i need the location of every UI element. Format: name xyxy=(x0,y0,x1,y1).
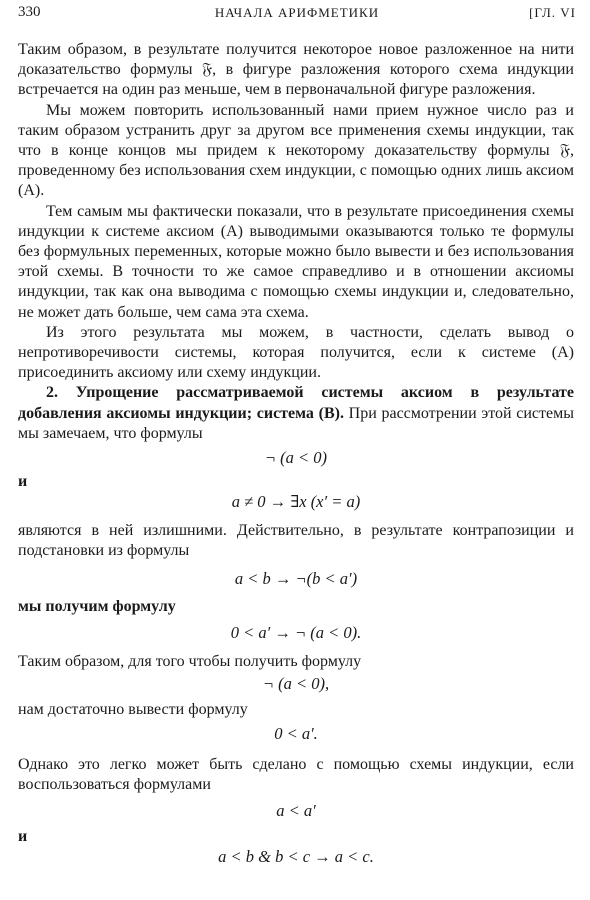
paragraph: нам достаточно вывести формулу xyxy=(18,701,248,719)
conjunction: и xyxy=(18,828,28,846)
formula: ¬ (a < 0) xyxy=(264,448,328,468)
paragraph: Таким образом, для того чтобы получить формулу xyxy=(18,652,362,670)
paragraph: Тем самым мы фактически показали, что в результате присоединения схемы индукции к системе аксиом (А) выводимыми оказываются только те формулы без формульных переменных, которые можно было вывести и без использования этой схемы. В точности то же самое справедливо и в отношении аксиомы индукции, так как она выводима с помощью схемы индукции и, следовательно, не может дать больше, чем сама эта схема. xyxy=(18,202,574,321)
paragraph: Мы можем повторить использованный нами прием нужное число раз и таким образом устранить друг за другом все применения схемы индукции, так что в конце концов мы придем к некоторому доказательству формулы 𝔉, проведенному без использования схем индукции, с помощью одних лишь аксиом (А). xyxy=(18,101,574,200)
formula: a ≠ 0 → ∃x (x′ = a) xyxy=(231,492,361,512)
paragraph: являются в ней излишними. Действительно, в результате контрапозиции и подстановки из формулы xyxy=(18,521,574,559)
chapter-label: [ГЛ. VI xyxy=(529,5,576,20)
paragraph: Таким образом, в результате получится некоторое новое разложенное на нити доказательство формулы 𝔉, в фигуре разложения которого схема индукции встречается на один раз меньше, чем в первоначальной фигуре разложения. xyxy=(18,41,574,99)
running-title: НАЧАЛА АРИФМЕТИКИ xyxy=(214,5,380,20)
paragraph: мы получим формулу xyxy=(18,598,176,616)
formula: 0 < a′. xyxy=(274,724,318,744)
page-header xyxy=(18,4,576,26)
page-number: 330 xyxy=(18,4,41,20)
section-title: 2. Упрощение рассматриваемой системы аксиом в результате добавления аксиомы индукции; система (В). xyxy=(18,384,574,422)
page-body xyxy=(18,40,574,872)
paragraph: Однако это легко может быть сделано с помощью схемы индукции, если воспользоваться формулами xyxy=(18,755,574,793)
formula: a < b & b < c → a < c. xyxy=(218,847,374,867)
conjunction: и xyxy=(18,473,28,491)
formula: 0 < a′ → ¬ (a < 0). xyxy=(230,623,362,643)
formula: a < a′ xyxy=(276,800,316,820)
formula: ¬ (a < 0), xyxy=(262,673,330,693)
section-paragraph xyxy=(18,383,574,444)
section-text: При рассмотрении этой системы мы замечаем, что формулы xyxy=(18,404,574,442)
formula: a < b → ¬(b < a′) xyxy=(234,569,358,589)
paragraph: Из этого результата мы можем, в частности, сделать вывод о непротиворечивости системы, которая получится, если к системе (А) присоединить аксиому или схему индукции. xyxy=(18,323,574,382)
